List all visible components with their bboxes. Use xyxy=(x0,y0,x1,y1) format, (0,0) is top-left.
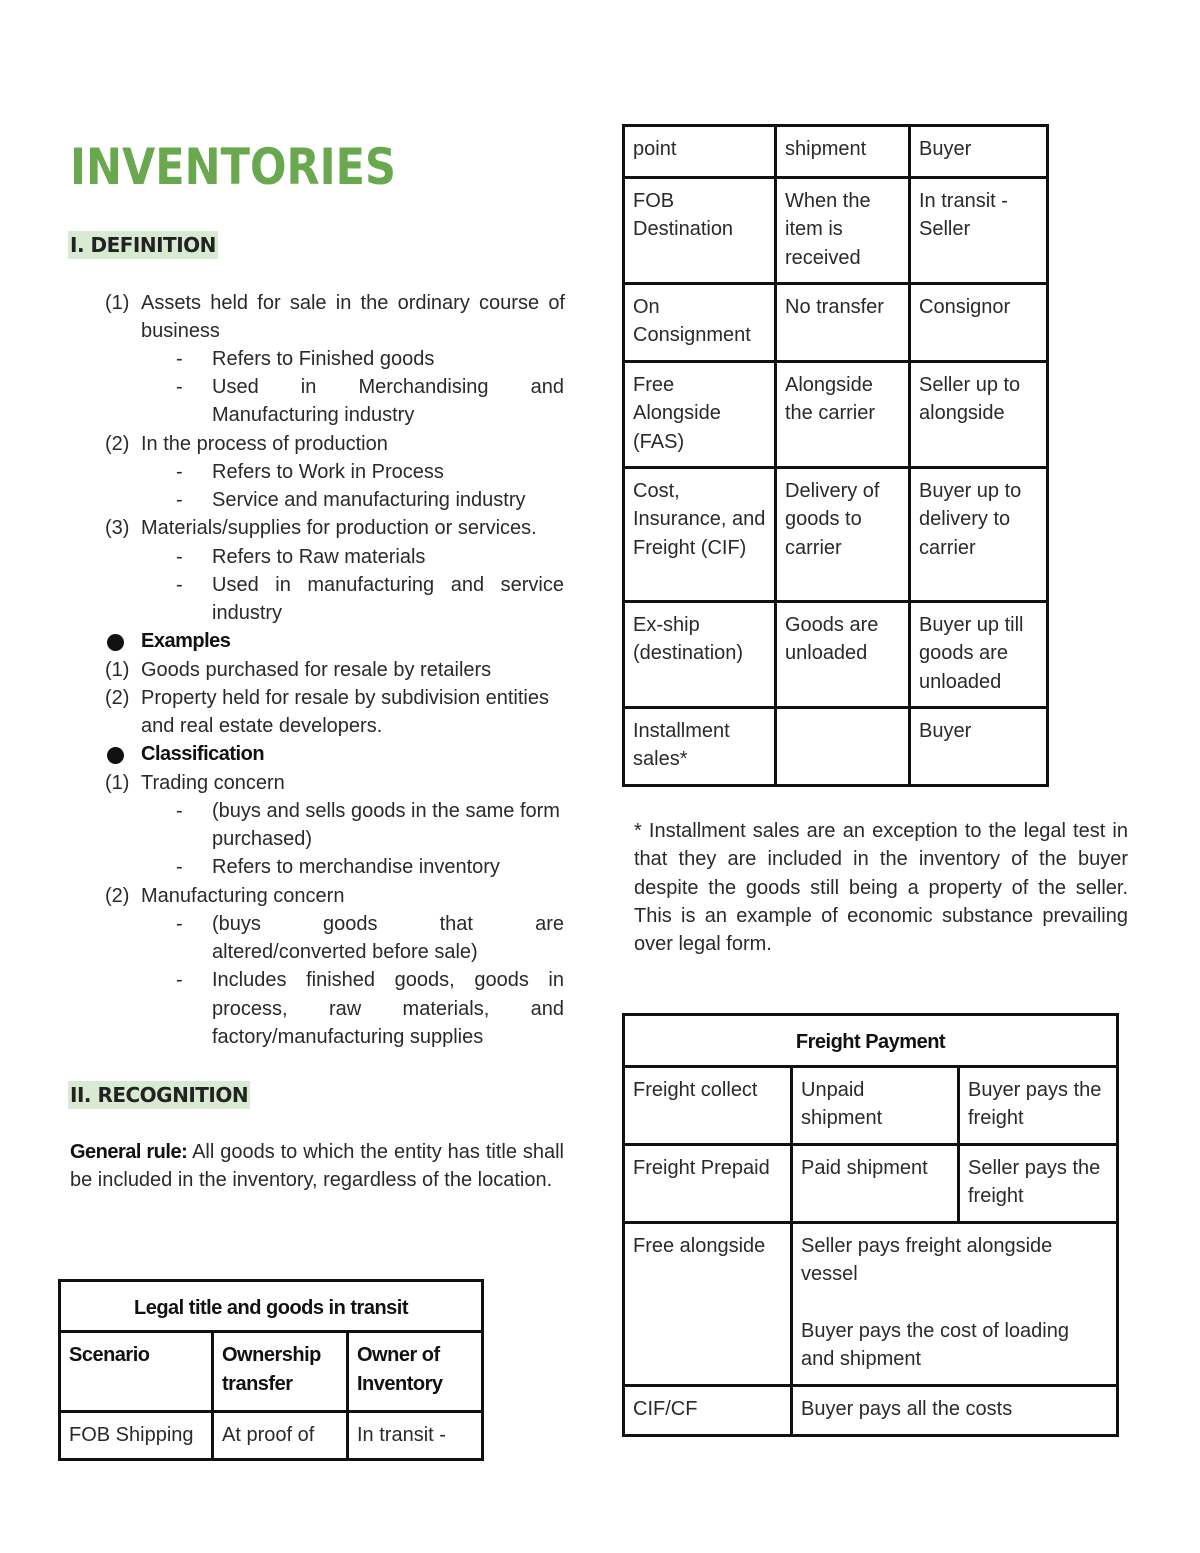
sub-item-text: process, raw materials, and xyxy=(212,998,564,1020)
table-cell: Unpaid shipment xyxy=(792,1067,959,1145)
dash-marker: - xyxy=(176,913,183,935)
list-number: (2) xyxy=(105,885,130,907)
dash-marker: - xyxy=(176,348,183,370)
table-cell: Consignor xyxy=(910,284,1048,362)
table-cell: Buyer up till goods are unloaded xyxy=(910,602,1048,708)
sub-item-text: Refers to Work in Process xyxy=(212,461,444,483)
table-cell: Installment sales* xyxy=(624,708,776,786)
table-row xyxy=(624,1067,1118,1145)
table-row xyxy=(624,178,1048,284)
table-cell: Free alongside xyxy=(624,1223,792,1386)
general-rule-paragraph xyxy=(70,1138,564,1195)
dash-marker: - xyxy=(176,376,183,398)
list-number: (1) xyxy=(105,292,130,314)
table-cell: In transit - xyxy=(348,1412,483,1459)
table-cell: Buyer pays the freight xyxy=(959,1067,1118,1145)
list-number: (2) xyxy=(105,687,130,709)
freight-payment-table xyxy=(622,1013,1119,1437)
table-cell: Seller up to alongside xyxy=(910,362,1048,468)
list-item-text: and real estate developers. xyxy=(141,715,383,737)
table-cell: On Consignment xyxy=(624,284,776,362)
table-cell: Buyer up to delivery to carrier xyxy=(910,468,1048,602)
table-cell: Ex-ship (destination) xyxy=(624,602,776,708)
table-row xyxy=(60,1412,483,1459)
dash-marker: - xyxy=(176,546,183,568)
table-cell: Freight collect xyxy=(624,1067,792,1145)
table-cell xyxy=(776,708,910,786)
table-row xyxy=(624,468,1048,602)
table-cell: Buyer xyxy=(910,126,1048,178)
general-rule-label: General rule: xyxy=(70,1141,188,1163)
dash-marker: - xyxy=(176,800,183,822)
table-cell: point xyxy=(624,126,776,178)
sub-item-text: Includes finished goods, goods in xyxy=(212,969,564,991)
table-cell: In transit - Seller xyxy=(910,178,1048,284)
classification-label: Classification xyxy=(141,743,265,765)
table-row xyxy=(624,126,1048,178)
sub-item-text: Used in Merchandising and xyxy=(212,376,564,398)
list-item-text: Assets held for sale in the ordinary course of xyxy=(141,292,565,314)
sub-item-text: Service and manufacturing industry xyxy=(212,489,526,511)
table-title: Legal title and goods in transit xyxy=(60,1281,483,1332)
table-row xyxy=(624,1223,1118,1386)
list-item-text: Goods purchased for resale by retailers xyxy=(141,659,492,681)
dash-marker: - xyxy=(176,461,183,483)
list-number: (1) xyxy=(105,659,130,681)
sub-item-text: Used in manufacturing and service xyxy=(212,574,564,596)
dash-marker: - xyxy=(176,856,183,878)
table-cell: No transfer xyxy=(776,284,910,362)
general-rule-text: All goods to which the entity has title shall be included in the inventory, regardless of the location. xyxy=(70,1141,565,1192)
table-header-cell: Scenario xyxy=(60,1332,213,1412)
table-cell: shipment xyxy=(776,126,910,178)
sub-item-text: Refers to Finished goods xyxy=(212,348,435,370)
bullet-icon xyxy=(107,747,124,764)
sub-item-text: purchased) xyxy=(212,828,313,850)
table-header-cell: Owner of Inventory xyxy=(348,1332,483,1412)
installment-footnote: * Installment sales are an exception to the legal test in that they are included in the inventory of the buyer despite the goods still being a property of the seller. This is an example of economic substance prevailing over legal form. xyxy=(634,820,1128,956)
table-cell: Alongside the carrier xyxy=(776,362,910,468)
table-cell: Buyer xyxy=(910,708,1048,786)
table-cell: Freight Prepaid xyxy=(624,1145,792,1223)
table-cell: Goods are unloaded xyxy=(776,602,910,708)
table-cell: FOB Destination xyxy=(624,178,776,284)
legal-title-table xyxy=(58,1279,484,1461)
bullet-icon xyxy=(107,634,124,651)
table-row xyxy=(624,1145,1118,1223)
page-title: INVENTORIES xyxy=(70,138,396,196)
table-cell: When the item is received xyxy=(776,178,910,284)
table-title: Freight Payment xyxy=(624,1015,1118,1067)
cell-line: Buyer pays the cost of loading and shipment xyxy=(801,1319,1069,1370)
ownership-continuation-table xyxy=(622,124,1049,787)
table-cell: Seller pays the freight xyxy=(959,1145,1118,1223)
sub-item-text: factory/manufacturing supplies xyxy=(212,1026,484,1048)
list-item-text: Manufacturing concern xyxy=(141,885,345,907)
dash-marker: - xyxy=(176,574,183,596)
table-row xyxy=(624,284,1048,362)
sub-item-text: industry xyxy=(212,602,283,624)
table-cell xyxy=(792,1223,1118,1386)
sub-item-text: Refers to merchandise inventory xyxy=(212,856,500,878)
list-item-text: Trading concern xyxy=(141,772,285,794)
table-cell: Cost, Insurance, and Freight (CIF) xyxy=(624,468,776,602)
table-cell: Delivery of goods to carrier xyxy=(776,468,910,602)
dash-marker: - xyxy=(176,489,183,511)
table-cell: Buyer pays all the costs xyxy=(792,1386,1118,1436)
sub-item-text: Refers to Raw materials xyxy=(212,546,426,568)
sub-item-text: Manufacturing industry xyxy=(212,404,415,426)
list-item-text: Materials/supplies for production or services. xyxy=(141,517,537,539)
table-cell: Paid shipment xyxy=(792,1145,959,1223)
table-cell: FOB Shipping xyxy=(60,1412,213,1459)
sub-item-text: (buys and sells goods in the same form xyxy=(212,800,560,822)
examples-label: Examples xyxy=(141,630,231,652)
list-item-text: Property held for resale by subdivision entities xyxy=(141,687,549,709)
list-item-text: business xyxy=(141,320,220,342)
section-heading-recognition: II. RECOGNITION xyxy=(70,1083,249,1107)
list-number: (3) xyxy=(105,517,130,539)
table-cell: Free Alongside (FAS) xyxy=(624,362,776,468)
list-item-text: In the process of production xyxy=(141,433,388,455)
table-row xyxy=(624,1386,1118,1436)
table-row xyxy=(624,602,1048,708)
table-cell: CIF/CF xyxy=(624,1386,792,1436)
sub-item-text: altered/converted before sale) xyxy=(212,941,478,963)
list-number: (2) xyxy=(105,433,130,455)
section-heading-definition: I. DEFINITION xyxy=(70,233,216,257)
list-number: (1) xyxy=(105,772,130,794)
cell-line: Seller pays freight alongside vessel xyxy=(801,1235,1053,1286)
sub-item-text: (buys goods that are xyxy=(212,913,564,935)
table-row xyxy=(624,708,1048,786)
table-row xyxy=(624,362,1048,468)
dash-marker: - xyxy=(176,969,183,991)
table-cell: At proof of xyxy=(213,1412,348,1459)
table-header-cell: Ownership transfer xyxy=(213,1332,348,1412)
